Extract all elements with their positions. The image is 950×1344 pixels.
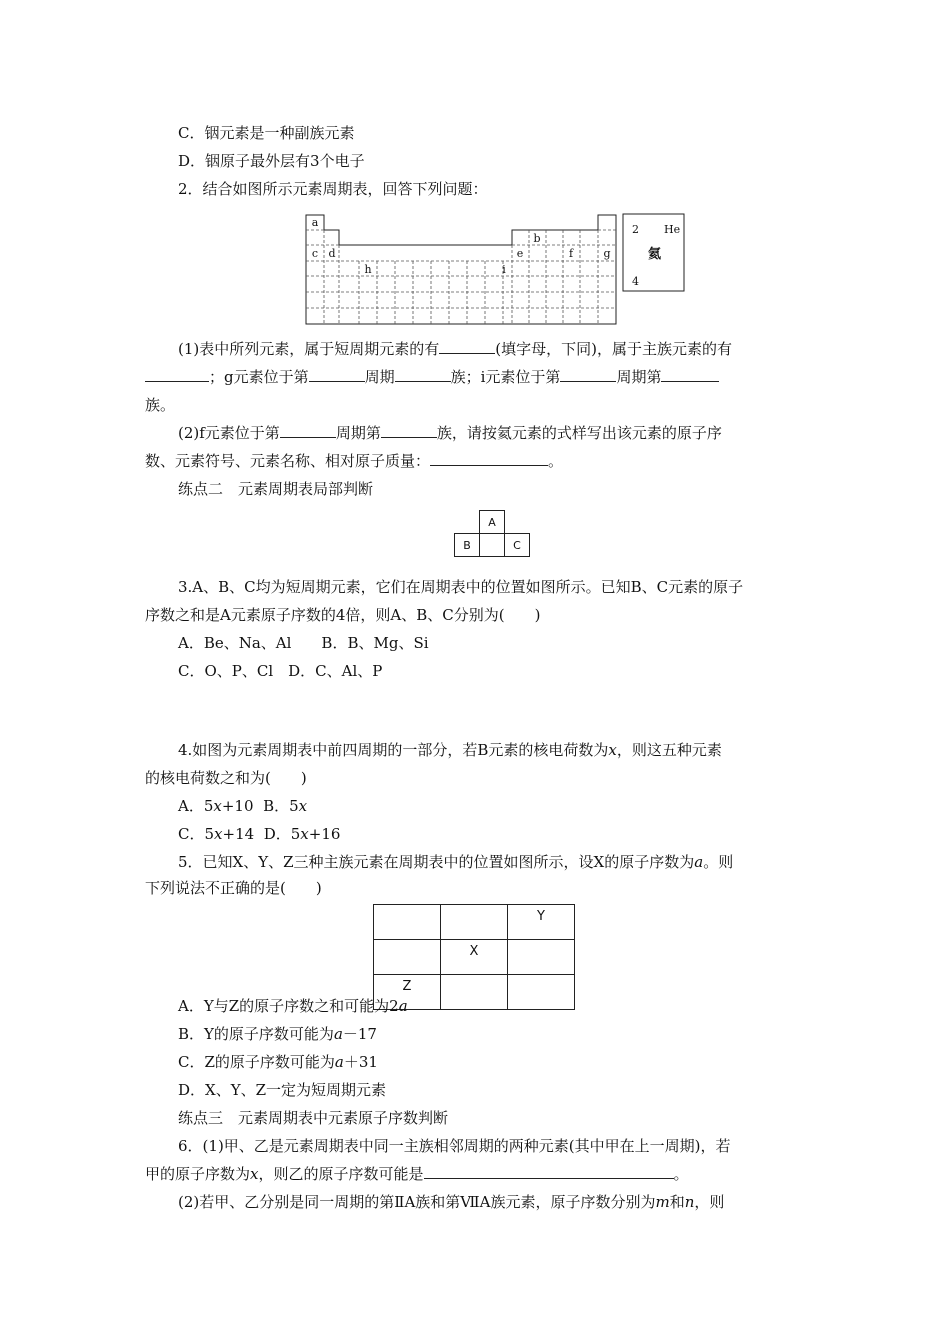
helium-symbol: He [664, 223, 681, 236]
cell-c: C [505, 534, 530, 557]
periodic-table-figure [300, 210, 620, 330]
q5-option-a: A．Y与Z的原子序数之和可能为2a [178, 997, 408, 1015]
q6-line1: 6．(1)甲、乙是元素周期表中同一主族相邻周期的两种元素(其中甲在上一周期)，若 [178, 1137, 731, 1155]
q5-line1: 5．已知X、Y、Z三种主族元素在周期表中的位置如图所示，设X的原子序数为a。则 [178, 853, 734, 871]
q2-part2-line2: 数、元素符号、元素名称、相对原子质量： 。 [145, 452, 564, 470]
q2-part1-line3: 族。 [145, 396, 176, 414]
element-label-b: b [533, 232, 541, 245]
helium-name: 氦 [648, 247, 662, 262]
q5-option-d: D．X、Y、Z一定为短周期元素 [178, 1081, 387, 1099]
abc-position-table [454, 510, 530, 557]
helium-card [622, 213, 686, 293]
q6-line3: (2)若甲、乙分别是同一周期的第ⅡA族和第ⅦA族元素，原子序数分别为m和n，则 [178, 1193, 725, 1211]
element-label-e: e [516, 247, 524, 260]
element-label-a: a [311, 216, 319, 229]
cell-empty [480, 534, 505, 557]
cell-y: Y [508, 905, 575, 940]
element-label-h: h [364, 263, 372, 276]
q4-options-cd: C．5x+14 D．5x+16 [178, 825, 341, 843]
q3-line1: 3.A、B、C均为短周期元素，它们在周期表中的位置如图所示。已知B、C元素的原子 [178, 578, 744, 596]
section-2-title: 练点二 元素周期表局部判断 [178, 480, 374, 498]
q5-line2: 下列说法不正确的是( ) [145, 879, 322, 897]
cell-a: A [480, 511, 505, 534]
section-3-title: 练点三 元素周期表中元素原子序数判断 [178, 1109, 449, 1127]
helium-number: 2 [632, 223, 639, 236]
q4-line2: 的核电荷数之和为( ) [145, 769, 307, 787]
element-label-c: c [311, 247, 319, 260]
cell-x: X [441, 940, 508, 975]
q2-part2-line1: (2)f元素位于第 周期第 族，请按氦元素的式样写出该元素的原子序 [178, 424, 722, 442]
q3-line2: 序数之和是A元素原子序数的4倍，则A、B、C分别为( ) [145, 606, 541, 624]
q5-option-b: B．Y的原子序数可能为a－17 [178, 1025, 377, 1043]
cell-z: Z [374, 975, 441, 1010]
q2-stem: 2．结合如图所示元素周期表，回答下列问题： [178, 180, 488, 198]
element-label-f: f [568, 247, 574, 260]
q4-options-ab: A．5x+10 B．5x [178, 797, 308, 815]
cell-b: B [455, 534, 480, 557]
helium-mass: 4 [632, 275, 639, 288]
q3-options-ab: A．Be、Na、Al B．B、Mg、Si [178, 634, 429, 652]
q6-line2: 甲的原子序数为x，则乙的原子序数可能是 。 [145, 1165, 689, 1183]
element-label-d: d [328, 247, 336, 260]
xyz-position-table [373, 904, 575, 1010]
q3-options-cd: C．O、P、Cl D．C、Al、P [178, 662, 383, 680]
q4-line1: 4.如图为元素周期表中前四周期的一部分，若B元素的核电荷数为x，则这五种元素 [178, 741, 722, 759]
q2-part1-line1: (1)表中所列元素，属于短周期元素的有 (填字母，下同)，属于主族元素的有 [178, 340, 732, 358]
element-label-i: i [502, 263, 506, 276]
q2-part1-line2: ；g元素位于第 周期 族；i元素位于第 周期第 [145, 367, 719, 387]
q5-option-c: C．Z的原子序数可能为a＋31 [178, 1053, 378, 1071]
q1-option-c: C．铟元素是一种副族元素 [178, 124, 355, 142]
element-label-g: g [603, 247, 611, 260]
q1-option-d: D．铟原子最外层有3个电子 [178, 152, 365, 170]
